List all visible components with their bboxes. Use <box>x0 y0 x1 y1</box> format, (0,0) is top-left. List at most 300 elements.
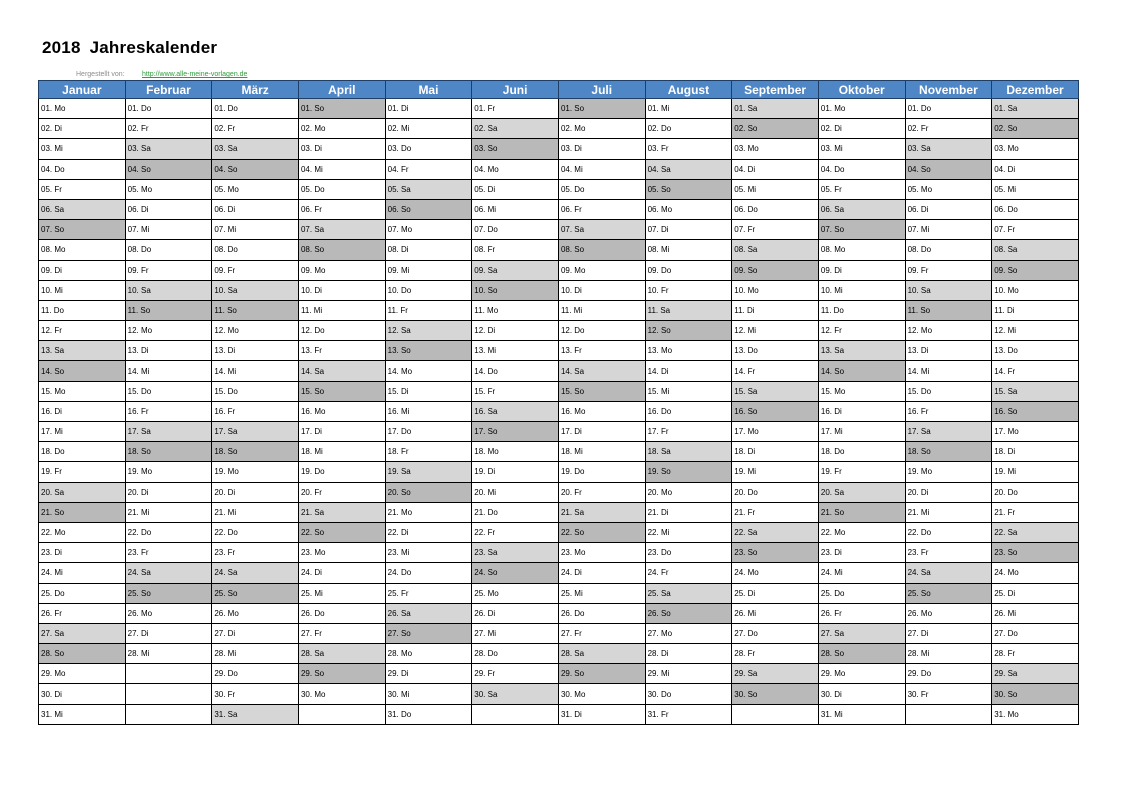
day-cell[interactable]: 14. Mo <box>385 361 472 381</box>
day-cell[interactable]: 29. Do <box>905 664 992 684</box>
day-cell[interactable]: 25. Di <box>732 583 819 603</box>
day-cell[interactable]: 21. Mi <box>905 502 992 522</box>
day-cell[interactable]: 27. Fr <box>298 623 385 643</box>
day-cell[interactable]: 12. Mi <box>992 321 1079 341</box>
day-cell[interactable]: 15. Mo <box>39 381 126 401</box>
day-cell[interactable]: 07. So <box>818 220 905 240</box>
day-cell[interactable]: 10. Mi <box>39 280 126 300</box>
day-cell[interactable]: 16. Di <box>818 401 905 421</box>
day-cell[interactable]: 10. Di <box>558 280 645 300</box>
day-cell[interactable]: 18. So <box>212 442 299 462</box>
day-cell[interactable]: 23. Sa <box>472 543 559 563</box>
day-cell[interactable]: 15. Fr <box>472 381 559 401</box>
day-cell[interactable]: 16. Do <box>645 401 732 421</box>
day-cell[interactable]: 20. Sa <box>39 482 126 502</box>
day-cell[interactable]: 03. Di <box>558 139 645 159</box>
day-cell[interactable]: 14. So <box>39 361 126 381</box>
day-cell[interactable]: 02. Di <box>39 119 126 139</box>
day-cell[interactable]: 17. Do <box>385 422 472 442</box>
day-cell[interactable]: 10. Di <box>298 280 385 300</box>
day-cell[interactable]: 21. Mi <box>125 502 212 522</box>
day-cell[interactable]: 16. So <box>732 401 819 421</box>
day-cell[interactable]: 28. So <box>818 644 905 664</box>
day-cell[interactable]: 22. So <box>298 522 385 542</box>
day-cell[interactable]: 06. Fr <box>558 199 645 219</box>
day-cell[interactable]: 09. Sa <box>472 260 559 280</box>
day-cell[interactable]: 24. So <box>472 563 559 583</box>
day-cell[interactable]: 11. Do <box>39 300 126 320</box>
day-cell[interactable]: 31. Di <box>558 704 645 724</box>
day-cell[interactable]: 19. Mo <box>905 462 992 482</box>
day-cell[interactable]: 22. Sa <box>732 522 819 542</box>
day-cell[interactable]: 14. Sa <box>558 361 645 381</box>
day-cell[interactable]: 06. So <box>385 199 472 219</box>
day-cell[interactable]: 15. Mi <box>645 381 732 401</box>
day-cell[interactable]: 11. Mo <box>472 300 559 320</box>
day-cell[interactable]: 29. Mo <box>39 664 126 684</box>
day-cell[interactable]: 12. Mo <box>905 321 992 341</box>
day-cell[interactable]: 17. Sa <box>125 422 212 442</box>
day-cell[interactable]: 19. Do <box>298 462 385 482</box>
day-cell[interactable]: 08. Mo <box>818 240 905 260</box>
day-cell[interactable]: 18. Do <box>39 442 126 462</box>
day-cell[interactable]: 09. So <box>732 260 819 280</box>
day-cell[interactable]: 03. Sa <box>212 139 299 159</box>
day-cell[interactable]: 26. Mi <box>732 603 819 623</box>
day-cell[interactable]: 18. Mi <box>558 442 645 462</box>
day-cell[interactable]: 17. Mo <box>732 422 819 442</box>
day-cell[interactable]: 21. Fr <box>992 502 1079 522</box>
day-cell[interactable]: 07. Fr <box>992 220 1079 240</box>
day-cell[interactable]: 09. Mo <box>298 260 385 280</box>
day-cell[interactable]: 07. Do <box>472 220 559 240</box>
day-cell[interactable]: 21. Fr <box>732 502 819 522</box>
day-cell[interactable]: 19. Mo <box>212 462 299 482</box>
day-cell[interactable]: 25. So <box>125 583 212 603</box>
day-cell[interactable]: 27. Mo <box>645 623 732 643</box>
day-cell[interactable]: 26. Fr <box>39 603 126 623</box>
day-cell[interactable]: 10. Sa <box>125 280 212 300</box>
day-cell[interactable]: 12. Sa <box>385 321 472 341</box>
day-cell[interactable]: 26. Do <box>558 603 645 623</box>
day-cell[interactable]: 14. Di <box>645 361 732 381</box>
day-cell[interactable]: 25. Mo <box>472 583 559 603</box>
day-cell[interactable]: 25. Mi <box>298 583 385 603</box>
day-cell[interactable]: 04. So <box>125 159 212 179</box>
day-cell[interactable]: 01. Do <box>125 99 212 119</box>
day-cell[interactable]: 04. Di <box>732 159 819 179</box>
day-cell[interactable]: 03. Mi <box>39 139 126 159</box>
day-cell[interactable]: 21. Sa <box>298 502 385 522</box>
day-cell[interactable]: 17. Mo <box>992 422 1079 442</box>
day-cell[interactable]: 22. Do <box>905 522 992 542</box>
day-cell[interactable]: 24. Mi <box>39 563 126 583</box>
day-cell[interactable]: 23. Di <box>39 543 126 563</box>
day-cell[interactable]: 06. Sa <box>39 199 126 219</box>
day-cell[interactable]: 05. Di <box>472 179 559 199</box>
day-cell[interactable]: 13. Do <box>992 341 1079 361</box>
day-cell[interactable]: 12. Fr <box>39 321 126 341</box>
day-cell[interactable]: 28. Do <box>472 644 559 664</box>
day-cell[interactable]: 29. Di <box>385 664 472 684</box>
day-cell[interactable]: 02. Fr <box>212 119 299 139</box>
day-cell[interactable]: 23. Mo <box>558 543 645 563</box>
day-cell[interactable]: 13. So <box>385 341 472 361</box>
day-cell[interactable]: 20. Di <box>125 482 212 502</box>
day-cell[interactable]: 22. Mo <box>39 522 126 542</box>
day-cell[interactable]: 14. Fr <box>732 361 819 381</box>
day-cell[interactable]: 05. Sa <box>385 179 472 199</box>
day-cell[interactable]: 27. Fr <box>558 623 645 643</box>
day-cell[interactable]: 25. So <box>212 583 299 603</box>
day-cell[interactable]: 11. Sa <box>645 300 732 320</box>
day-cell[interactable]: 19. Fr <box>39 462 126 482</box>
day-cell[interactable]: 06. Di <box>125 199 212 219</box>
day-cell[interactable]: 21. Do <box>472 502 559 522</box>
day-cell[interactable]: 30. Mo <box>298 684 385 704</box>
day-cell[interactable]: 05. Do <box>558 179 645 199</box>
day-cell[interactable]: 22. So <box>558 522 645 542</box>
day-cell[interactable]: 30. Mi <box>385 684 472 704</box>
day-cell[interactable]: 22. Fr <box>472 522 559 542</box>
day-cell[interactable]: 26. Mi <box>992 603 1079 623</box>
day-cell[interactable]: 07. Mi <box>125 220 212 240</box>
day-cell[interactable]: 27. Di <box>905 623 992 643</box>
day-cell[interactable]: 02. So <box>992 119 1079 139</box>
day-cell[interactable]: 06. Fr <box>298 199 385 219</box>
day-cell[interactable]: 15. Do <box>125 381 212 401</box>
day-cell[interactable]: 08. Fr <box>472 240 559 260</box>
day-cell[interactable]: 18. Fr <box>385 442 472 462</box>
day-cell[interactable]: 01. Sa <box>992 99 1079 119</box>
day-cell[interactable]: 16. Di <box>39 401 126 421</box>
day-cell[interactable]: 30. Mo <box>558 684 645 704</box>
day-cell[interactable]: 09. Fr <box>125 260 212 280</box>
day-cell[interactable]: 01. Di <box>385 99 472 119</box>
day-cell[interactable]: 29. Mo <box>818 664 905 684</box>
day-cell[interactable]: 13. Fr <box>298 341 385 361</box>
day-cell[interactable]: 17. Sa <box>905 422 992 442</box>
day-cell[interactable]: 20. Sa <box>818 482 905 502</box>
day-cell[interactable]: 06. Mo <box>645 199 732 219</box>
day-cell[interactable]: 01. Mi <box>645 99 732 119</box>
day-cell[interactable]: 04. Mi <box>298 159 385 179</box>
day-cell[interactable]: 22. Di <box>385 522 472 542</box>
day-cell[interactable]: 14. Sa <box>298 361 385 381</box>
day-cell[interactable]: 15. So <box>558 381 645 401</box>
day-cell[interactable]: 06. Di <box>212 199 299 219</box>
day-cell[interactable]: 28. Sa <box>558 644 645 664</box>
day-cell[interactable]: 11. Di <box>992 300 1079 320</box>
day-cell[interactable]: 01. Sa <box>732 99 819 119</box>
day-cell[interactable]: 15. Mo <box>818 381 905 401</box>
day-cell[interactable]: 01. So <box>558 99 645 119</box>
day-cell[interactable]: 30. Sa <box>472 684 559 704</box>
day-cell[interactable]: 22. Mo <box>818 522 905 542</box>
day-cell[interactable]: 06. Di <box>905 199 992 219</box>
day-cell[interactable]: 16. Fr <box>905 401 992 421</box>
day-cell[interactable]: 11. Di <box>732 300 819 320</box>
day-cell[interactable]: 25. Fr <box>385 583 472 603</box>
day-cell[interactable]: 15. So <box>298 381 385 401</box>
day-cell[interactable]: 08. Sa <box>732 240 819 260</box>
creator-link[interactable]: http://www.alle-meine-vorlagen.de <box>142 71 248 78</box>
day-cell[interactable]: 24. Fr <box>645 563 732 583</box>
day-cell[interactable]: 24. Di <box>558 563 645 583</box>
day-cell[interactable]: 23. Di <box>818 543 905 563</box>
day-cell[interactable]: 10. Do <box>385 280 472 300</box>
day-cell[interactable]: 22. Do <box>125 522 212 542</box>
day-cell[interactable]: 17. So <box>472 422 559 442</box>
day-cell[interactable]: 12. Mi <box>732 321 819 341</box>
day-cell[interactable]: 27. Sa <box>818 623 905 643</box>
day-cell[interactable]: 08. Mo <box>39 240 126 260</box>
day-cell[interactable]: 19. Mi <box>992 462 1079 482</box>
day-cell[interactable]: 11. Mi <box>558 300 645 320</box>
day-cell[interactable]: 10. Sa <box>905 280 992 300</box>
day-cell[interactable]: 12. Do <box>298 321 385 341</box>
day-cell[interactable]: 10. Mi <box>818 280 905 300</box>
day-cell[interactable]: 28. Mo <box>385 644 472 664</box>
day-cell[interactable]: 05. Mi <box>992 179 1079 199</box>
day-cell[interactable]: 29. So <box>558 664 645 684</box>
day-cell[interactable]: 26. Mo <box>905 603 992 623</box>
day-cell[interactable]: 08. Do <box>212 240 299 260</box>
day-cell[interactable]: 05. So <box>645 179 732 199</box>
day-cell[interactable]: 21. So <box>39 502 126 522</box>
day-cell[interactable]: 27. Di <box>212 623 299 643</box>
day-cell[interactable]: 11. Fr <box>385 300 472 320</box>
day-cell[interactable]: 22. Do <box>212 522 299 542</box>
day-cell[interactable]: 26. Do <box>298 603 385 623</box>
day-cell[interactable]: 05. Mo <box>212 179 299 199</box>
day-cell[interactable]: 12. Mo <box>125 321 212 341</box>
day-cell[interactable]: 27. So <box>385 623 472 643</box>
day-cell[interactable]: 18. Sa <box>645 442 732 462</box>
day-cell[interactable]: 04. So <box>212 159 299 179</box>
day-cell[interactable]: 05. Mo <box>125 179 212 199</box>
day-cell[interactable]: 10. Fr <box>645 280 732 300</box>
day-cell[interactable]: 16. Fr <box>212 401 299 421</box>
day-cell[interactable]: 17. Mi <box>818 422 905 442</box>
day-cell[interactable]: 14. Do <box>472 361 559 381</box>
day-cell[interactable]: 04. Sa <box>645 159 732 179</box>
day-cell[interactable]: 15. Sa <box>992 381 1079 401</box>
day-cell[interactable]: 18. So <box>125 442 212 462</box>
day-cell[interactable]: 03. Do <box>385 139 472 159</box>
day-cell[interactable]: 16. So <box>992 401 1079 421</box>
day-cell[interactable]: 24. Sa <box>125 563 212 583</box>
day-cell[interactable]: 20. So <box>385 482 472 502</box>
day-cell[interactable]: 03. Sa <box>125 139 212 159</box>
day-cell[interactable]: 11. So <box>212 300 299 320</box>
day-cell[interactable]: 01. Do <box>905 99 992 119</box>
day-cell[interactable]: 31. Mi <box>39 704 126 724</box>
day-cell[interactable]: 15. Sa <box>732 381 819 401</box>
day-cell[interactable]: 16. Mo <box>558 401 645 421</box>
day-cell[interactable]: 26. Mo <box>212 603 299 623</box>
day-cell[interactable]: 18. Do <box>818 442 905 462</box>
day-cell[interactable]: 16. Mo <box>298 401 385 421</box>
day-cell[interactable]: 02. So <box>732 119 819 139</box>
day-cell[interactable]: 26. Mo <box>125 603 212 623</box>
day-cell[interactable]: 30. Do <box>645 684 732 704</box>
day-cell[interactable]: 16. Mi <box>385 401 472 421</box>
day-cell[interactable]: 19. So <box>645 462 732 482</box>
day-cell[interactable]: 16. Fr <box>125 401 212 421</box>
day-cell[interactable]: 29. So <box>298 664 385 684</box>
day-cell[interactable]: 22. Mi <box>645 522 732 542</box>
day-cell[interactable]: 13. Di <box>212 341 299 361</box>
day-cell[interactable]: 10. Mo <box>732 280 819 300</box>
day-cell[interactable]: 22. Sa <box>992 522 1079 542</box>
day-cell[interactable]: 21. Sa <box>558 502 645 522</box>
day-cell[interactable]: 10. Mo <box>992 280 1079 300</box>
day-cell[interactable]: 08. So <box>298 240 385 260</box>
day-cell[interactable]: 28. Mi <box>905 644 992 664</box>
day-cell[interactable]: 01. Fr <box>472 99 559 119</box>
day-cell[interactable]: 24. Di <box>298 563 385 583</box>
day-cell[interactable]: 06. Do <box>992 199 1079 219</box>
day-cell[interactable]: 18. Di <box>732 442 819 462</box>
day-cell[interactable]: 12. Mo <box>212 321 299 341</box>
day-cell[interactable]: 29. Sa <box>732 664 819 684</box>
day-cell[interactable]: 03. Sa <box>905 139 992 159</box>
day-cell[interactable]: 09. Do <box>645 260 732 280</box>
day-cell[interactable]: 08. Sa <box>992 240 1079 260</box>
day-cell[interactable]: 05. Fr <box>39 179 126 199</box>
day-cell[interactable]: 31. Mo <box>992 704 1079 724</box>
day-cell[interactable]: 05. Mo <box>905 179 992 199</box>
day-cell[interactable]: 07. So <box>39 220 126 240</box>
day-cell[interactable]: 02. Fr <box>905 119 992 139</box>
day-cell[interactable]: 21. So <box>818 502 905 522</box>
day-cell[interactable]: 09. Fr <box>905 260 992 280</box>
day-cell[interactable]: 27. Do <box>992 623 1079 643</box>
day-cell[interactable]: 12. Do <box>558 321 645 341</box>
day-cell[interactable]: 13. Sa <box>39 341 126 361</box>
day-cell[interactable]: 04. Mi <box>558 159 645 179</box>
day-cell[interactable]: 03. Di <box>298 139 385 159</box>
day-cell[interactable]: 13. Di <box>905 341 992 361</box>
day-cell[interactable]: 15. Di <box>385 381 472 401</box>
day-cell[interactable]: 21. Mi <box>212 502 299 522</box>
day-cell[interactable]: 12. So <box>645 321 732 341</box>
day-cell[interactable]: 28. Fr <box>992 644 1079 664</box>
day-cell[interactable]: 07. Mi <box>905 220 992 240</box>
day-cell[interactable]: 05. Do <box>298 179 385 199</box>
day-cell[interactable]: 02. Mo <box>558 119 645 139</box>
day-cell[interactable]: 07. Mi <box>212 220 299 240</box>
day-cell[interactable]: 19. Fr <box>818 462 905 482</box>
day-cell[interactable]: 29. Do <box>212 664 299 684</box>
day-cell[interactable]: 27. Sa <box>39 623 126 643</box>
day-cell[interactable]: 06. Mi <box>472 199 559 219</box>
day-cell[interactable]: 09. Mi <box>385 260 472 280</box>
day-cell[interactable]: 24. Sa <box>212 563 299 583</box>
day-cell[interactable]: 07. Mo <box>385 220 472 240</box>
day-cell[interactable]: 30. Fr <box>212 684 299 704</box>
day-cell[interactable]: 17. Fr <box>645 422 732 442</box>
day-cell[interactable]: 08. Do <box>125 240 212 260</box>
day-cell[interactable]: 31. Sa <box>212 704 299 724</box>
day-cell[interactable]: 01. Mo <box>818 99 905 119</box>
day-cell[interactable]: 29. Fr <box>472 664 559 684</box>
day-cell[interactable]: 09. So <box>992 260 1079 280</box>
day-cell[interactable]: 14. Mi <box>125 361 212 381</box>
day-cell[interactable]: 24. Mi <box>818 563 905 583</box>
day-cell[interactable]: 08. Di <box>385 240 472 260</box>
day-cell[interactable]: 04. Do <box>39 159 126 179</box>
day-cell[interactable]: 23. Fr <box>125 543 212 563</box>
day-cell[interactable]: 03. Mi <box>818 139 905 159</box>
day-cell[interactable]: 08. So <box>558 240 645 260</box>
day-cell[interactable]: 15. Do <box>905 381 992 401</box>
day-cell[interactable]: 20. Di <box>905 482 992 502</box>
day-cell[interactable]: 06. Do <box>732 199 819 219</box>
day-cell[interactable]: 30. Fr <box>905 684 992 704</box>
day-cell[interactable]: 08. Do <box>905 240 992 260</box>
day-cell[interactable]: 30. So <box>732 684 819 704</box>
day-cell[interactable]: 02. Di <box>818 119 905 139</box>
day-cell[interactable]: 03. Fr <box>645 139 732 159</box>
day-cell[interactable]: 02. Mo <box>298 119 385 139</box>
day-cell[interactable]: 23. Fr <box>905 543 992 563</box>
day-cell[interactable]: 19. Di <box>472 462 559 482</box>
day-cell[interactable]: 20. Mi <box>472 482 559 502</box>
day-cell[interactable]: 10. Sa <box>212 280 299 300</box>
day-cell[interactable]: 19. Sa <box>385 462 472 482</box>
day-cell[interactable]: 27. Mi <box>472 623 559 643</box>
day-cell[interactable]: 23. Mo <box>298 543 385 563</box>
day-cell[interactable]: 31. Do <box>385 704 472 724</box>
day-cell[interactable]: 31. Mi <box>818 704 905 724</box>
day-cell[interactable]: 03. Mo <box>732 139 819 159</box>
day-cell[interactable]: 13. Mi <box>472 341 559 361</box>
day-cell[interactable]: 12. Fr <box>818 321 905 341</box>
day-cell[interactable]: 26. Sa <box>385 603 472 623</box>
day-cell[interactable]: 04. Di <box>992 159 1079 179</box>
day-cell[interactable]: 18. Mo <box>472 442 559 462</box>
day-cell[interactable]: 25. Do <box>818 583 905 603</box>
day-cell[interactable]: 03. Mo <box>992 139 1079 159</box>
day-cell[interactable]: 20. Mo <box>645 482 732 502</box>
day-cell[interactable]: 24. Do <box>385 563 472 583</box>
day-cell[interactable]: 21. Di <box>645 502 732 522</box>
day-cell[interactable]: 04. Fr <box>385 159 472 179</box>
day-cell[interactable]: 01. So <box>298 99 385 119</box>
day-cell[interactable]: 11. Mi <box>298 300 385 320</box>
day-cell[interactable]: 28. So <box>39 644 126 664</box>
day-cell[interactable]: 30. So <box>992 684 1079 704</box>
day-cell[interactable]: 19. Do <box>558 462 645 482</box>
day-cell[interactable]: 11. So <box>125 300 212 320</box>
day-cell[interactable]: 17. Di <box>558 422 645 442</box>
day-cell[interactable]: 14. Mi <box>212 361 299 381</box>
day-cell[interactable]: 23. So <box>732 543 819 563</box>
day-cell[interactable]: 20. Do <box>992 482 1079 502</box>
day-cell[interactable]: 26. Di <box>472 603 559 623</box>
day-cell[interactable]: 14. Fr <box>992 361 1079 381</box>
day-cell[interactable]: 28. Mi <box>125 644 212 664</box>
day-cell[interactable]: 24. Mo <box>732 563 819 583</box>
day-cell[interactable]: 25. Di <box>992 583 1079 603</box>
day-cell[interactable]: 04. Mo <box>472 159 559 179</box>
day-cell[interactable]: 21. Mo <box>385 502 472 522</box>
day-cell[interactable]: 28. Fr <box>732 644 819 664</box>
day-cell[interactable]: 20. Fr <box>558 482 645 502</box>
day-cell[interactable]: 13. Do <box>732 341 819 361</box>
